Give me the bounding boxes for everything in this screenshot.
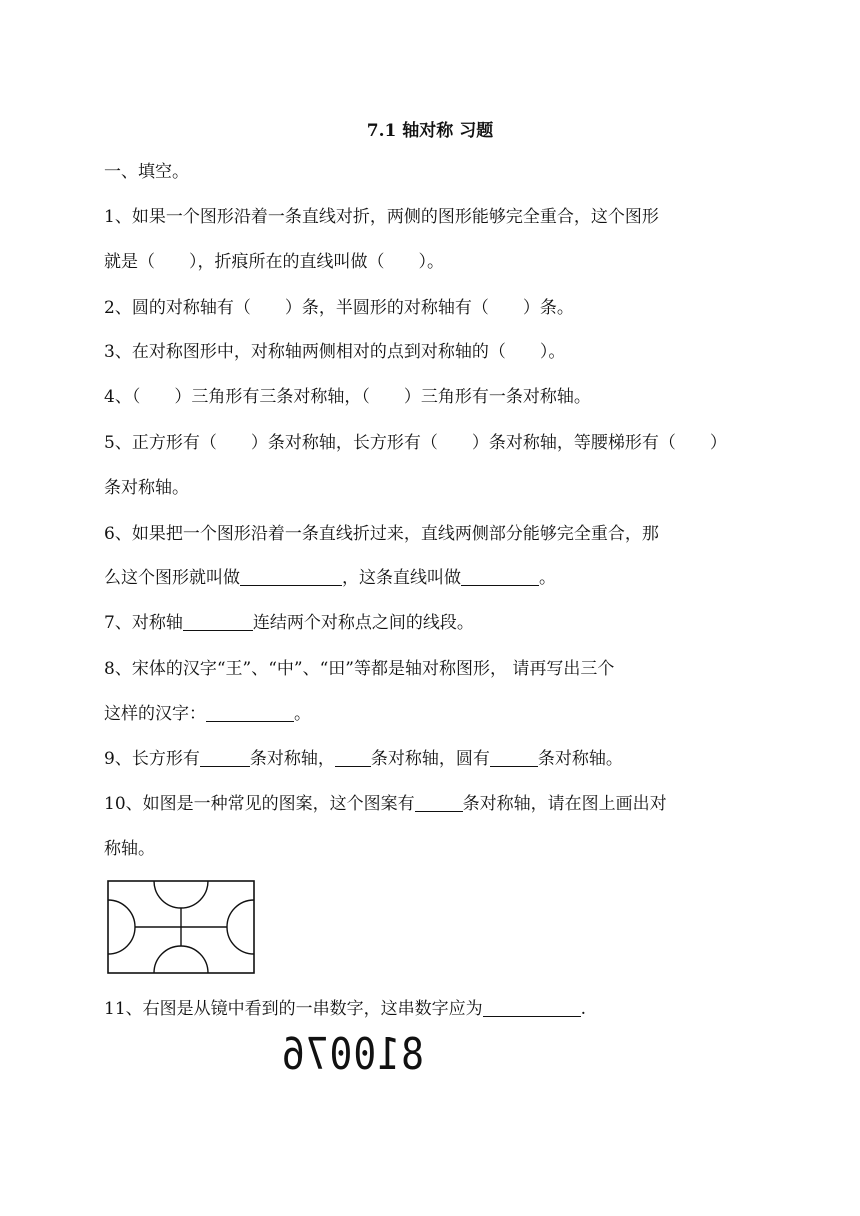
question-9: 9、长方形有 条对称轴， 条对称轴，圆有 条对称轴。	[104, 749, 623, 769]
question-7: 7、对称轴 连结两个对称点之间的线段。	[104, 613, 474, 633]
answer-blank[interactable]	[490, 748, 538, 767]
answer-blank[interactable]	[461, 567, 539, 586]
answer-blank[interactable]	[483, 998, 581, 1017]
question-2: 2、圆的对称轴有（ ）条，半圆形的对称轴有（ ）条。	[104, 298, 574, 318]
question-1-line-2: 就是（ ），折痕所在的直线叫做（ ）。	[104, 252, 444, 272]
question-6-line-2: 么这个图形就叫做 ，这条直线叫做 。	[104, 568, 556, 588]
question-10-line-2: 称轴。	[104, 839, 155, 859]
answer-blank[interactable]	[240, 567, 342, 586]
mirrored-digits: 810076	[280, 1028, 424, 1080]
answer-blank[interactable]	[415, 793, 463, 812]
question-11: 11、右图是从镜中看到的一串数字，这串数字应为 .	[104, 999, 587, 1019]
answer-blank[interactable]	[200, 748, 250, 767]
question-5-line-1: 5、正方形有（ ）条对称轴，长方形有（ ）条对称轴，等腰梯形有（ ）	[104, 433, 727, 453]
question-5-line-2: 条对称轴。	[104, 478, 189, 498]
page-title: 7.1 轴对称 习题	[366, 121, 494, 141]
question-8-line-2: 这样的汉字： 。	[104, 704, 311, 724]
question-3: 3、在对称图形中，对称轴两侧相对的点到对称轴的（ ）。	[104, 342, 566, 362]
question-10-line-1: 10、如图是一种常见的图案，这个图案有 条对称轴，请在图上画出对	[104, 794, 667, 814]
answer-blank[interactable]	[183, 612, 253, 631]
answer-blank[interactable]	[335, 748, 371, 767]
section-heading: 一、填空。	[104, 162, 189, 182]
question-6-line-1: 6、如果把一个图形沿着一条直线折过来，直线两侧部分能够完全重合，那	[104, 524, 659, 544]
symmetric-pattern-figure	[107, 880, 255, 974]
question-8-line-1: 8、宋体的汉字“王”、“中”、“田”等都是轴对称图形， 请再写出三个	[104, 659, 615, 679]
question-1-line-1: 1、如果一个图形沿着一条直线对折，两侧的图形能够完全重合，这个图形	[104, 207, 659, 227]
question-4: 4、（ ）三角形有三条对称轴，（ ）三角形有一条对称轴。	[104, 387, 591, 407]
answer-blank[interactable]	[206, 703, 294, 722]
